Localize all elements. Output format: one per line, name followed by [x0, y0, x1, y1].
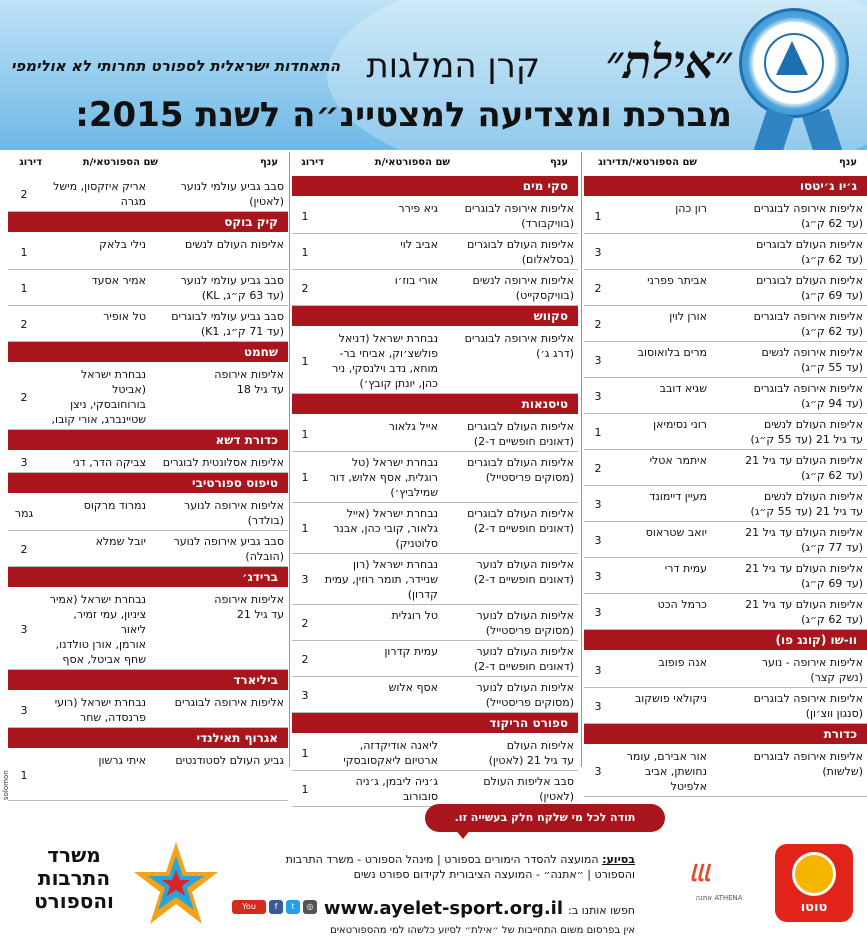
- header-athlete: שם הספורטאי/ת: [374, 157, 450, 168]
- table-row: [584, 306, 867, 342]
- eilat-badge-logo: [739, 8, 849, 118]
- table-row: [292, 735, 578, 771]
- footer-lead: בסיוע:: [602, 853, 635, 866]
- twitter-icon[interactable]: t: [286, 900, 300, 914]
- table-row: [292, 234, 578, 270]
- header-branch: ענף: [839, 157, 857, 168]
- table-row: [584, 486, 867, 522]
- rank-cell: 1: [301, 354, 309, 368]
- header-athlete: שם הספורטאי/ת: [82, 157, 158, 168]
- branch-cell: אליפות אסלונטית לבוגרים: [162, 456, 284, 469]
- footer-disclaimer: אין בפרסום משום התחייבות של ״אילת״ לסיוע כלשהו למי מהספורטאים: [330, 925, 635, 936]
- table-row: [584, 378, 867, 414]
- athlete-cell: רון כהן: [675, 202, 707, 215]
- column-divider: [289, 152, 290, 767]
- athlete-cell: נמרוד מרקוס: [83, 499, 146, 512]
- toto-logo: [775, 844, 853, 922]
- rank-cell: 3: [594, 699, 602, 713]
- table-row: [292, 677, 578, 713]
- section-header: שחמט: [8, 342, 288, 362]
- table-row: [584, 522, 867, 558]
- branch-cell: אליפות אירופה לבוגרים (עד 62 ק״ג): [753, 202, 863, 230]
- branch-cell: סבב גביע עולמי לנוער (לאטין): [180, 180, 284, 208]
- section-header: טיפוס ספורטיבי: [8, 473, 288, 493]
- rank-cell: 3: [301, 573, 309, 586]
- branch-cell: אליפות העולם לנוער (דאונים חופשיים ד-2): [473, 645, 574, 673]
- ministry-logo: [8, 838, 228, 938]
- branch-cell: אליפות אירופה לבוגרים (סנגון ווצ׳ון): [753, 692, 863, 720]
- section-header: כדורת דשא: [8, 430, 288, 450]
- footer-credits: [245, 852, 635, 882]
- branch-cell: אליפות העולם לנוער (דאונים חופשיים ד-2): [473, 558, 574, 586]
- branch-cell: אליפות העולם לבוגרים (עד 62 ק״ג): [756, 238, 863, 266]
- rank-cell: 2: [594, 281, 602, 295]
- athlete-cell: נבחרת ישראל (טל רוגלית, אסף אלוש, דור שמילביץ׳): [329, 456, 438, 499]
- rank-cell: 2: [20, 317, 28, 331]
- rank-cell: 3: [20, 703, 28, 717]
- athlete-cell: נילי בלאק: [99, 238, 146, 251]
- athlete-cell: שגיא דובב: [659, 382, 707, 395]
- rank-cell: 1: [301, 471, 309, 484]
- branch-cell: אליפות העולם לבוגרים (דאונים חופשיים ד-2): [467, 507, 574, 535]
- branch-cell: אליפות אירופה לנשים (בוויקסקייט): [472, 274, 574, 302]
- table-row: [584, 558, 867, 594]
- column-divider: [581, 152, 582, 767]
- table-row: [584, 234, 867, 270]
- facebook-icon[interactable]: f: [269, 900, 283, 914]
- table-row: [8, 495, 288, 531]
- branch-cell: אליפות אירופה לנוער (בולדר): [184, 499, 284, 527]
- header-athlete: שם הספורטאי/ת: [621, 157, 697, 168]
- branch-cell: סבב גביע עולמי לבוגרים (עד 71 ק״ג, K1): [171, 310, 284, 338]
- athlete-cell: נבחרת ישראל (אביטל בורוחובסקי, ניצן שטיינברג, אורי קובו,: [51, 368, 146, 426]
- table-row: [292, 641, 578, 677]
- branch-cell: אליפות העולם לבוגרים (מסוקים פריסטייל): [467, 456, 574, 484]
- row-divider: [8, 800, 288, 801]
- table-row: [292, 771, 578, 807]
- table-row: [8, 531, 288, 567]
- athlete-cell: טל אופיר: [103, 310, 146, 323]
- header-branch: ענף: [260, 157, 278, 168]
- column-header-middle: [292, 153, 578, 175]
- badge-emblem-icon: [776, 41, 808, 75]
- section-header: וו-שו (קונג פו): [584, 630, 867, 650]
- social-icons: [232, 896, 340, 925]
- header-banner: [0, 0, 867, 150]
- table-row: [292, 416, 578, 452]
- table-row: [584, 688, 867, 724]
- branch-cell: אליפות העולם עד גיל 21 (עד 77 ק״ג): [745, 526, 863, 554]
- branch-cell: אליפות אירופה לבוגרים (דרג ג׳): [464, 332, 574, 360]
- rank-cell: 2: [301, 652, 309, 666]
- ministry-name: משרד התרבות והספורט: [34, 843, 114, 913]
- athlete-cell: אייל גלאור: [388, 420, 438, 433]
- athena-label: ATHENA אתנה: [695, 894, 743, 902]
- rank-cell: 3: [301, 688, 309, 702]
- athlete-cell: ניקולאי פושקוב: [634, 692, 707, 705]
- rank-cell: 1: [301, 427, 309, 441]
- table-row: [292, 270, 578, 306]
- table-row: [292, 503, 578, 554]
- branch-cell: אליפות העולם עד גיל 21 (עד 69 ק״ג): [745, 562, 863, 590]
- header-rank: דירוג: [301, 157, 324, 168]
- section-header: ברידג׳: [8, 567, 288, 587]
- rank-cell: 3: [594, 245, 602, 259]
- rank-cell: 3: [20, 623, 28, 636]
- table-row: [292, 605, 578, 641]
- header-rank: דירוג: [19, 157, 42, 168]
- branch-cell: אליפות אירופה לבוגרים (עד 94 ק״ג): [753, 382, 863, 410]
- youtube-icon[interactable]: You Tube: [232, 900, 266, 914]
- ministry-star-icon: [128, 838, 224, 934]
- rank-cell: 2: [301, 616, 309, 630]
- athlete-cell: אור אבירם, עומר נחושתן, אביב אלפיטל: [626, 750, 707, 793]
- header-branch: ענף: [550, 157, 568, 168]
- branch-cell: גביע העולם לסטודנטים: [175, 754, 284, 767]
- branch-cell: אליפות העולם לנשים עד גיל 21 (עד 55 ק״ג): [750, 490, 863, 518]
- header-rank: דירוג: [598, 157, 621, 168]
- athlete-cell: יובל שמלא: [95, 535, 146, 548]
- athena-logo: [679, 862, 759, 912]
- rank-cell: 2: [301, 281, 309, 295]
- athlete-cell: יואב שטראוס: [645, 526, 707, 539]
- rank-cell: 3: [20, 456, 28, 469]
- rank-cell: 2: [20, 542, 28, 556]
- athena-mark-icon: ﺎﺎﺎ: [689, 862, 710, 887]
- table-row: [584, 746, 867, 797]
- section-header: ביליארד: [8, 670, 288, 690]
- org-title: התאחדות ישראלית לספורט תחרותי לא אולימפי: [10, 57, 340, 75]
- section-header: קיק בוקס: [8, 212, 288, 232]
- table-row: [8, 306, 288, 342]
- designer-credit: solomon: [2, 770, 10, 800]
- rank-cell: גמר: [14, 506, 34, 520]
- branch-cell: אליפות אירופה לנשים (עד 55 ק״ג): [761, 346, 863, 374]
- rank-cell: 2: [20, 390, 28, 404]
- section-header: סקי מים: [292, 176, 578, 196]
- athlete-cell: עמית קדרון: [384, 645, 438, 658]
- athlete-cell: איתמר אטלי: [649, 454, 707, 467]
- table-row: [8, 176, 288, 212]
- athlete-cell: איתי גרשון: [98, 754, 146, 767]
- rank-cell: 1: [594, 425, 602, 439]
- branch-cell: אליפות אירופה עד גיל 18: [214, 368, 284, 396]
- table-row: [8, 750, 288, 801]
- rank-cell: 1: [301, 209, 309, 223]
- rank-cell: 3: [594, 497, 602, 511]
- toto-label: טוטו: [800, 900, 828, 915]
- athlete-cell: נבחרת ישראל (רועי פרנסדה, שחר: [54, 696, 146, 724]
- footer-text: המועצה להסדר הימורים בספורט | מינהל הספורט - משרד התרבות והספורט | ״אתנה״ - המועצה הציבורית לקידום ספורט נשים: [285, 853, 635, 881]
- branch-cell: אליפות אירופה - נוער (נשק קצר): [761, 656, 863, 684]
- branch-cell: אליפות אירופה לבוגרים (עד 62 ק״ג): [753, 310, 863, 338]
- table-row: [292, 554, 578, 605]
- branch-cell: אליפות אירופה לבוגרים: [174, 696, 284, 709]
- table-row: [584, 414, 867, 450]
- section-header: סקווש: [292, 306, 578, 326]
- athlete-cell: נבחרת ישראל (דניאל פולשצ׳וק, אביחי בר- מוחא, נדב וילנסקי, ניר כהן, יונתן קובץ׳): [332, 332, 438, 390]
- athlete-cell: אורן לוין: [669, 310, 707, 323]
- branch-cell: אליפות העולם לבוגרים (בסלאלום): [467, 238, 574, 266]
- rank-cell: 3: [594, 765, 602, 778]
- athlete-cell: אמיר אסעד: [91, 274, 146, 287]
- table-row: [8, 270, 288, 306]
- section-header: טיסנאות: [292, 394, 578, 414]
- athlete-cell: אביב לוי: [400, 238, 438, 251]
- instagram-icon[interactable]: ◎: [303, 900, 317, 914]
- athlete-cell: צביקה הדר, דני: [72, 456, 146, 469]
- table-row: [292, 198, 578, 234]
- athlete-cell: טל רוגלית: [391, 609, 438, 622]
- branch-cell: אליפות העולם עד גיל 21 (עד 62 ק״ג): [745, 598, 863, 626]
- athlete-cell: נבחרת ישראל (אייל גלאור, קובי כהן, אבנר סלוטניק): [333, 507, 438, 550]
- table-row: [8, 589, 288, 670]
- table-row: [584, 594, 867, 630]
- page-subtitle: מברכת ומצדיעה למצטיינ״ה לשנת 2015:: [75, 95, 732, 135]
- athlete-cell: אריק איזקסון, מישל מגרה: [53, 180, 146, 208]
- table-row: [8, 452, 288, 473]
- athlete-cell: מרים בלואוסוב: [637, 346, 707, 359]
- table-row: [292, 328, 578, 394]
- section-header: כדורת: [584, 724, 867, 744]
- branch-cell: אליפות העולם לבוגרים (דאונים חופשיים ד-2): [467, 420, 574, 448]
- table-row: [8, 364, 288, 430]
- branch-cell: אליפות אירופה לבוגרים (שלשות): [753, 750, 863, 778]
- branch-cell: אליפות העולם עד גיל 21 (לאטין): [488, 739, 574, 767]
- branch-cell: סבב גביע אירופה לנוער (הובלה): [173, 535, 284, 563]
- athlete-cell: נבחרת ישראל (אמיר ציניון, עמי זמיר, ליאור אורמן, אורן טולדנו, שחף אביטל, אסף: [49, 593, 146, 666]
- athlete-cell: מעיין דיימונד: [649, 490, 707, 503]
- athlete-cell: ג׳ניה ליבמן, ג׳ניה סובורוב: [355, 775, 438, 803]
- rank-cell: 1: [20, 281, 28, 295]
- column-header-right: [584, 153, 867, 175]
- table-row: [8, 692, 288, 728]
- athlete-cell: אורי בוז׳ו: [394, 274, 438, 287]
- title-line: [10, 34, 732, 94]
- rank-cell: 3: [594, 569, 602, 583]
- branch-cell: אליפות העולם עד גיל 21 (עד 62 ק״ג): [745, 454, 863, 482]
- branch-cell: סבב גביע עולמי לנוער (עד 63 ק״ג, KL): [180, 274, 284, 302]
- thanks-bubble-tail: [455, 829, 471, 839]
- branch-cell: אליפות אירופה עד גיל 21: [214, 593, 284, 621]
- table-row: [584, 342, 867, 378]
- athlete-cell: רוני נסימיאן: [653, 418, 707, 431]
- rank-cell: 1: [301, 746, 309, 760]
- website-link[interactable]: www.ayelet-sport.org.il: [323, 898, 564, 919]
- rank-cell: 2: [594, 317, 602, 331]
- athlete-cell: כרמל הכט: [657, 598, 707, 611]
- rank-cell: 1: [301, 522, 309, 535]
- rank-cell: 1: [20, 245, 28, 259]
- table-row: [292, 452, 578, 503]
- rank-cell: 1: [594, 209, 602, 223]
- section-header: אגרוף תאילנדי: [8, 728, 288, 748]
- athlete-cell: ליאנה אודיקדזה, ארטיום ליאקסובסקי: [343, 739, 438, 767]
- branch-cell: אליפות העולם לנשים עד גיל 21 (עד 55 ק״ג): [750, 418, 863, 446]
- rank-cell: 1: [301, 782, 309, 796]
- eilat-title: ״אילת״: [605, 35, 732, 89]
- thanks-bubble: תודה לכל מי שלקח חלק בעשייה זו.: [425, 804, 665, 832]
- rank-cell: 2: [594, 461, 602, 475]
- athlete-cell: אביתר פפרני: [647, 274, 707, 287]
- row-divider: [584, 796, 867, 797]
- rank-cell: 3: [594, 533, 602, 547]
- fund-title: קרן המלגות: [366, 46, 540, 86]
- branch-cell: אליפות העולם לנוער (מסוקים פריסטייל): [476, 681, 574, 709]
- rank-cell: 1: [20, 769, 28, 782]
- rank-cell: 1: [301, 245, 309, 259]
- table-row: [584, 198, 867, 234]
- branch-cell: אליפות אירופה לבוגרים (בוויקבורד): [464, 202, 574, 230]
- rank-cell: 3: [594, 663, 602, 677]
- rank-cell: 3: [594, 389, 602, 403]
- table-row: [584, 450, 867, 486]
- table-row: [584, 270, 867, 306]
- branch-cell: אליפות העולם לנשים: [185, 238, 284, 251]
- table-row: [584, 652, 867, 688]
- athlete-cell: עמית דרי: [664, 562, 707, 575]
- table-row: [8, 234, 288, 270]
- rank-cell: 3: [594, 605, 602, 619]
- athlete-cell: גיא פירר: [398, 202, 438, 215]
- section-header: ספורט הריקוד: [292, 713, 578, 733]
- toto-ball-icon: [792, 852, 836, 896]
- branch-cell: אליפות העולם לבוגרים (עד 69 ק״ג): [756, 274, 863, 302]
- follow-label: חפשו אותנו ב:: [568, 904, 635, 917]
- branch-cell: סבב אליפות העולם (לאטין): [483, 775, 574, 803]
- athlete-cell: אסף אלוש: [388, 681, 438, 694]
- column-header-left: [8, 153, 288, 175]
- athlete-cell: אנה פופוב: [658, 656, 707, 669]
- branch-cell: אליפות העולם לנוער (מסוקים פריסטייל): [476, 609, 574, 637]
- athlete-cell: נבחרת ישראל (רון שניידר, תומר רוזין, עמית קדרון): [324, 558, 438, 601]
- rank-cell: 3: [594, 353, 602, 367]
- section-header: ג׳יו ג׳יטסו: [584, 176, 867, 196]
- rank-cell: 2: [20, 187, 28, 201]
